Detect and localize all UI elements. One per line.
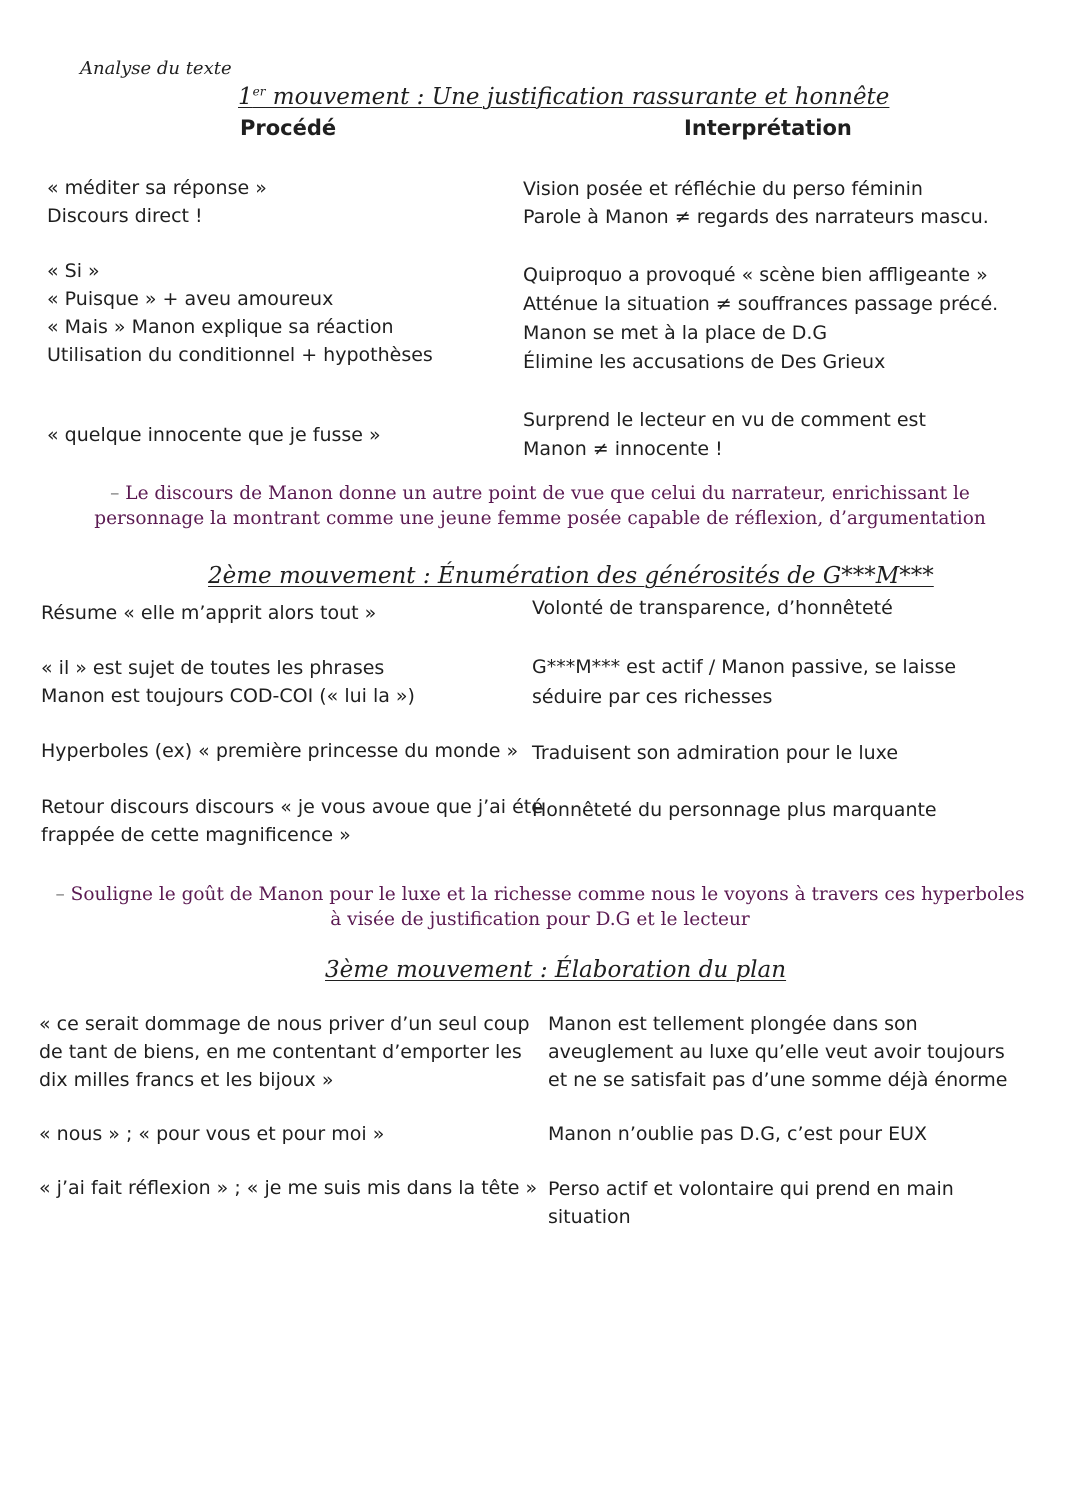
s3-row2-procede: « nous » ; « pour vous et pour moi »: [39, 1123, 385, 1145]
section2-heading: 2ème mouvement : Énumération des générosités de G***M***: [208, 563, 934, 589]
s1-row2-procede: « Si » « Puisque » + aveu amoureux « Mais » Manon explique sa réaction Utilisation du conditionnel + hypothèses: [47, 260, 433, 366]
column-header-interpretation: Interprétation: [684, 116, 852, 140]
s1-row1-procede: « méditer sa réponse » Discours direct !: [47, 177, 267, 227]
s1-row1-interpretation: Vision posée et réfléchie du perso féminin Parole à Manon ≠ regards des narrateurs mascu.: [523, 178, 989, 228]
s2-row3-interpretation: Traduisent son admiration pour le luxe: [532, 742, 899, 764]
s1-row2-interpretation: Quiproquo a provoqué « scène bien affligeante » Atténue la situation ≠ souffrances passage précé. Manon se met à la place de D.G Élimine les accusations de Des Grieux: [523, 264, 999, 373]
section1-heading: 1er mouvement : Une justification rassurante et honnête: [238, 84, 890, 110]
s2-row1-procede: Résume « elle m’apprit alors tout »: [41, 602, 377, 624]
document-label: Analyse du texte: [80, 58, 232, 79]
s2-row4-interpretation: Honnêteté du personnage plus marquante: [532, 799, 937, 821]
s3-row1-interpretation: Manon est tellement plongée dans son aveuglement au luxe qu’elle veut avoir toujours et ne se satisfait pas d’une somme déjà énorme: [548, 1013, 1008, 1091]
s1-row3-procede: « quelque innocente que je fusse »: [47, 424, 381, 446]
s2-row1-interpretation: Volonté de transparence, d’honnêteté: [532, 597, 893, 619]
column-header-procede: Procédé: [240, 116, 337, 140]
s2-row3-procede: Hyperboles (ex) « première princesse du monde »: [41, 740, 519, 762]
s2-conclusion: – Souligne le goût de Manon pour le luxe et la richesse comme nous le voyons à travers ces hyperboles à visée de justification pour D.G et le lecteur: [55, 884, 1025, 930]
s3-row1-procede: « ce serait dommage de nous priver d’un seul coup de tant de biens, en me contentant d’emporter les dix milles francs et les bijoux »: [39, 1013, 530, 1091]
s1-row3-interpretation: Surprend le lecteur en vu de comment est Manon ≠ innocente !: [523, 409, 926, 460]
s3-row3-interpretation: Perso actif et volontaire qui prend en main situation: [548, 1178, 954, 1228]
s3-row2-interpretation: Manon n’oublie pas D.G, c’est pour EUX: [548, 1123, 928, 1145]
s1-conclusion: – Le discours de Manon donne un autre point de vue que celui du narrateur, enrichissant le personnage la montrant comme une jeune femme posée capable de réflexion, d’argumentation: [94, 483, 986, 529]
s2-row4-procede: Retour discours discours « je vous avoue que j’ai été frappée de cette magnificence »: [41, 796, 543, 846]
s2-row2-procede: « il » est sujet de toutes les phrases Manon est toujours COD-COI (« lui la »): [41, 657, 415, 707]
s2-row2-interpretation: G***M*** est actif / Manon passive, se laisse séduire par ces richesses: [532, 656, 957, 708]
section3-heading: 3ème mouvement : Élaboration du plan: [325, 957, 787, 983]
s3-row3-procede: « j’ai fait réflexion » ; « je me suis mis dans la tête »: [39, 1177, 538, 1199]
